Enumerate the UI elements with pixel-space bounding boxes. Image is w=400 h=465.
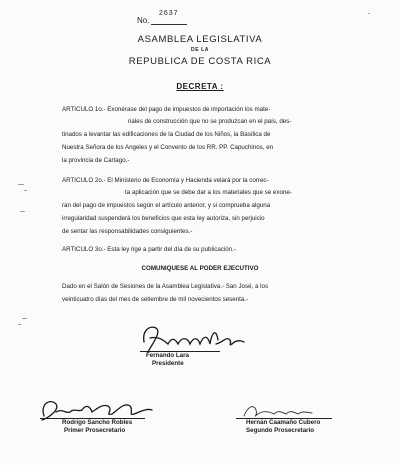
number-label: No. bbox=[137, 16, 150, 25]
article2-line1: ARTICULO 2o.- El Ministerio de Economía y Hacienda velará por la correc- bbox=[62, 177, 269, 184]
decree-number: 2637 bbox=[159, 10, 179, 17]
article2-line2: ta aplicación que se debe dar a los materiales que se exone- bbox=[125, 189, 292, 196]
number-underline bbox=[151, 24, 187, 25]
closing-line2: veinticuatro días del mes de setiembre de mil novecientos sesenta.- bbox=[62, 296, 249, 303]
scan-speck bbox=[24, 190, 27, 191]
article3-line1: ARTICULO 3o.- Esta ley rige a partir del día de su publicación.- bbox=[62, 246, 236, 253]
first-secretary-title: Primer Prosecretario bbox=[64, 427, 126, 434]
article1-line5: la provincia de Cartago.- bbox=[62, 157, 130, 164]
assembly-heading: ASAMBLEA LEGISLATIVA bbox=[137, 34, 263, 45]
scan-speck bbox=[368, 13, 370, 14]
country-heading: REPUBLICA DE COSTA RICA bbox=[128, 56, 272, 67]
scan-speck bbox=[18, 184, 24, 185]
article1-line4: Nuestra Señora de los Angeles y el Convento de los RR. PP. Capuchinos, en bbox=[62, 144, 274, 151]
de-la-heading: DE LA bbox=[191, 47, 209, 53]
article2-line3: ran del pago de impuestos según el artículo anterior, y si comprueba alguna bbox=[62, 202, 271, 209]
article1-line3: tinados a levantar las edificaciones de la Ciudad de los Niños, la Basílica de bbox=[62, 131, 271, 138]
article1-line2: riales de construcción que no se produzcan en el país, des- bbox=[128, 118, 292, 125]
president-title: Presidente bbox=[152, 360, 184, 367]
second-secretary-name: Hernán Caamaño Cubero bbox=[246, 419, 321, 426]
decree-title: DECRETA : bbox=[176, 82, 224, 91]
president-name: Fernando Lara bbox=[146, 352, 189, 359]
second-secretary-title: Segundo Prosecretario bbox=[246, 427, 315, 434]
article2-line4: irregularidad suspenderá los beneficios que esta ley autoriza, sin perjuicio bbox=[62, 215, 265, 222]
scan-speck bbox=[22, 318, 27, 319]
article2-line5: de sentar las responsabilidades consiguientes.- bbox=[62, 228, 193, 235]
first-secretary-name: Rodrigo Sancho Robles bbox=[62, 419, 133, 426]
decree-number-line bbox=[137, 10, 179, 25]
communique-heading: COMUNIQUESE AL PODER EJECUTIVO bbox=[141, 265, 259, 272]
closing-line1: Dado en el Salón de Sesiones de la Asamblea Legislativa.- San José, a los bbox=[62, 283, 269, 290]
article1-line1: ARTICULO 1o.- Exonérase del pago de impuestos de importación los mate- bbox=[62, 106, 271, 113]
scan-speck bbox=[18, 324, 21, 325]
scan-speck bbox=[20, 211, 25, 212]
